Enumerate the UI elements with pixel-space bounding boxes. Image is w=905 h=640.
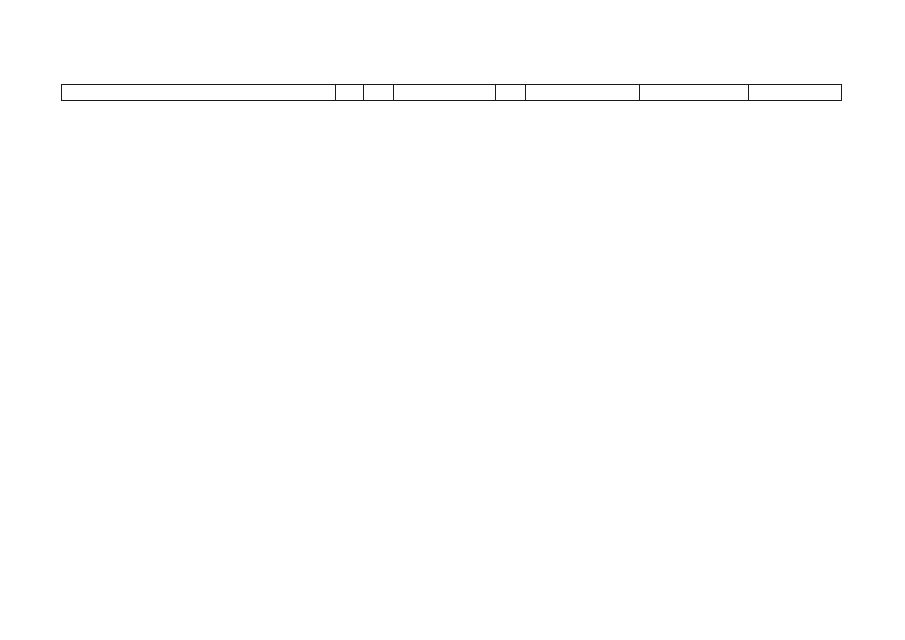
header-col-8 xyxy=(749,84,842,101)
header-col-5 xyxy=(496,84,526,101)
header-col-2 xyxy=(336,84,364,101)
header-col-4 xyxy=(394,84,496,101)
header-col-7 xyxy=(640,84,749,101)
header-col-6 xyxy=(526,84,640,101)
header-col-3 xyxy=(364,84,394,101)
header-col-1 xyxy=(61,84,336,101)
